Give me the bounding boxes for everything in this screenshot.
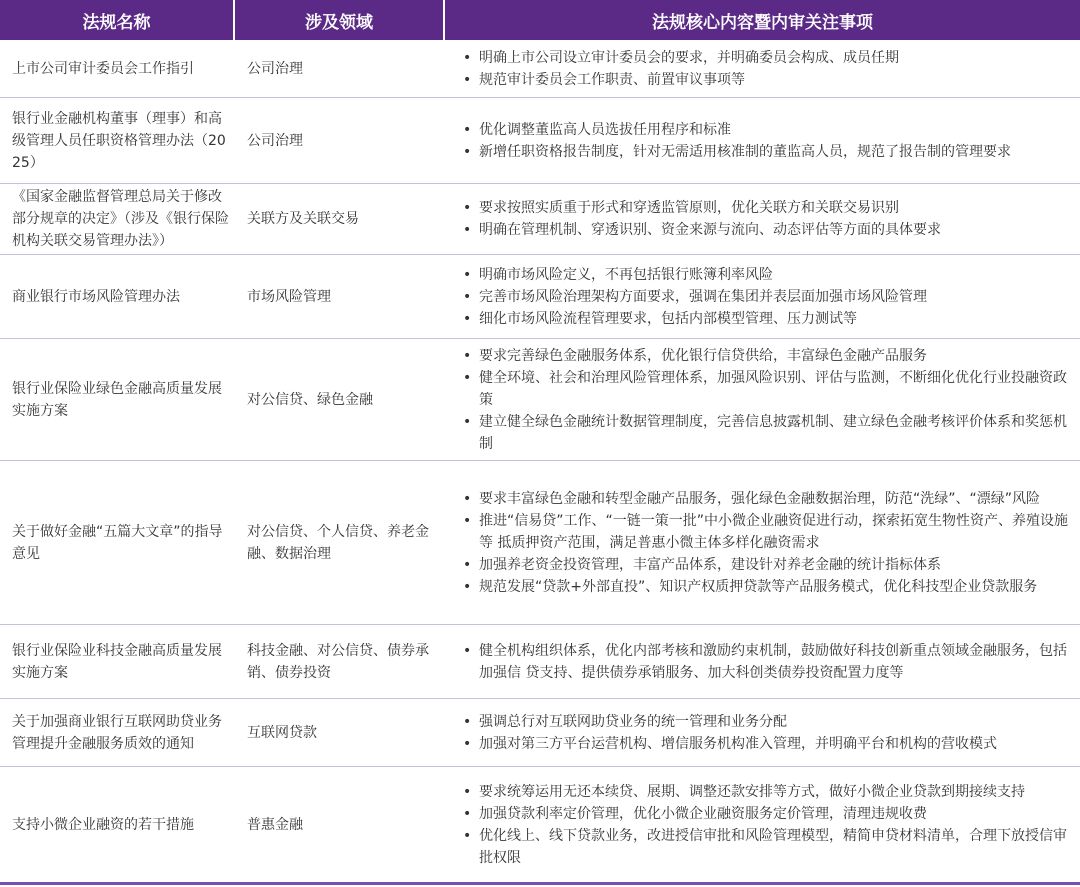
header-regulation-name: 法规名称 xyxy=(0,0,235,40)
domain-cell: 公司治理 xyxy=(235,40,445,98)
key-point-item: • 健全环境、社会和治理风险管理体系，加强风险识别、评估与监测，不断细化优化行业投融资政策 xyxy=(457,367,1076,411)
regulation-name-cell: 关于加强商业银行互联网助贷业务管理提升金融服务质效的通知 xyxy=(0,699,235,767)
core-content-cell xyxy=(445,625,1080,699)
domain-cell: 对公信贷、绿色金融 xyxy=(235,339,445,461)
key-point-item: • 加强养老资金投资管理，丰富产品体系，建设针对养老金融的统计指标体系 xyxy=(457,554,1076,576)
table-header xyxy=(0,0,1080,40)
core-content-cell xyxy=(445,40,1080,98)
key-point-item: • 明确上市公司设立审计委员会的要求，并明确委员会构成、成员任期 xyxy=(457,47,1076,69)
header-core-content: 法规核心内容暨内审关注事项 xyxy=(445,0,1080,40)
key-points-list xyxy=(457,119,1076,163)
key-points-list xyxy=(457,640,1076,684)
key-point-item: • 建立健全绿色金融统计数据管理制度，完善信息披露机制、建立绿色金融考核评价体系和奖惩机制 xyxy=(457,411,1076,455)
domain-cell: 市场风险管理 xyxy=(235,255,445,339)
key-points-list xyxy=(457,711,1076,755)
key-points-list xyxy=(457,264,1076,330)
table-body xyxy=(0,40,1080,885)
key-point-item: • 推进“信易贷”工作、“一链一策一批”中小微企业融资促进行动，探索拓宽生物性资产、养殖设施等 抵质押资产范围，满足普惠小微主体多样化融资需求 xyxy=(457,510,1076,554)
key-point-item: • 完善市场风险治理架构方面要求，强调在集团并表层面加强市场风险管理 xyxy=(457,286,1076,308)
regulation-name-cell: 商业银行市场风险管理办法 xyxy=(0,255,235,339)
header-row xyxy=(0,0,1080,40)
key-point-item: • 优化线上、线下贷款业务，改进授信审批和风险管理模型，精简申贷材料清单，合理下放授信审批权限 xyxy=(457,825,1076,869)
table-row xyxy=(0,625,1080,699)
key-point-item: • 优化调整董监高人员选拔任用程序和标准 xyxy=(457,119,1076,141)
regulation-name-cell: 银行业保险业科技金融高质量发展实施方案 xyxy=(0,625,235,699)
core-content-cell xyxy=(445,339,1080,461)
domain-cell: 公司治理 xyxy=(235,98,445,184)
key-points-list xyxy=(457,197,1076,241)
table-row xyxy=(0,255,1080,339)
table-row xyxy=(0,461,1080,625)
key-point-item: • 细化市场风险流程管理要求，包括内部模型管理、压力测试等 xyxy=(457,308,1076,330)
key-point-item: • 强调总行对互联网助贷业务的统一管理和业务分配 xyxy=(457,711,1076,733)
core-content-cell xyxy=(445,699,1080,767)
core-content-cell xyxy=(445,767,1080,885)
regulation-name-cell: 银行业金融机构董事（理事）和高级管理人员任职资格管理办法（2025） xyxy=(0,98,235,184)
table-row xyxy=(0,98,1080,184)
key-points-list xyxy=(457,781,1076,869)
domain-cell: 关联方及关联交易 xyxy=(235,184,445,255)
key-point-item: • 明确市场风险定义，不再包括银行账簿利率风险 xyxy=(457,264,1076,286)
table-row xyxy=(0,40,1080,98)
header-domain: 涉及领域 xyxy=(235,0,445,40)
key-point-item: • 健全机构组织体系，优化内部考核和激励约束机制，鼓励做好科技创新重点领域金融服务，包括加强信 贷支持、提供债券承销服务、加大科创类债券投资配置力度等 xyxy=(457,640,1076,684)
regulation-name-cell: 关于做好金融“五篇大文章”的指导意见 xyxy=(0,461,235,625)
key-point-item: • 明确在管理机制、穿透识别、资金来源与流向、动态评估等方面的具体要求 xyxy=(457,219,1076,241)
core-content-cell xyxy=(445,184,1080,255)
regulation-name-cell: 银行业保险业绿色金融高质量发展实施方案 xyxy=(0,339,235,461)
table-row xyxy=(0,699,1080,767)
key-point-item: • 要求丰富绿色金融和转型金融产品服务，强化绿色金融数据治理，防范“洗绿”、“漂绿”风险 xyxy=(457,488,1076,510)
table-row xyxy=(0,767,1080,885)
key-point-item: • 新增任职资格报告制度，针对无需适用核准制的董监高人员，规范了报告制的管理要求 xyxy=(457,141,1076,163)
key-point-item: • 要求统筹运用无还本续贷、展期、调整还款安排等方式，做好小微企业贷款到期接续支持 xyxy=(457,781,1076,803)
table-row xyxy=(0,339,1080,461)
key-point-item: • 加强对第三方平台运营机构、增信服务机构准入管理，并明确平台和机构的营收模式 xyxy=(457,733,1076,755)
domain-cell: 科技金融、对公信贷、债券承销、债券投资 xyxy=(235,625,445,699)
regulation-name-cell: 上市公司审计委员会工作指引 xyxy=(0,40,235,98)
core-content-cell xyxy=(445,255,1080,339)
regulation-name-cell: 《国家金融监督管理总局关于修改部分规章的决定》（涉及《银行保险机构关联交易管理办法》） xyxy=(0,184,235,255)
key-points-list xyxy=(457,345,1076,455)
domain-cell: 普惠金融 xyxy=(235,767,445,885)
regulation-name-cell: 支持小微企业融资的若干措施 xyxy=(0,767,235,885)
table-row xyxy=(0,184,1080,255)
domain-cell: 对公信贷、个人信贷、养老金融、数据治理 xyxy=(235,461,445,625)
core-content-cell xyxy=(445,461,1080,625)
key-points-list xyxy=(457,47,1076,91)
core-content-cell xyxy=(445,98,1080,184)
key-point-item: • 加强贷款利率定价管理，优化小微企业融资服务定价管理，清理违规收费 xyxy=(457,803,1076,825)
key-point-item: • 规范审计委员会工作职责、前置审议事项等 xyxy=(457,69,1076,91)
key-points-list xyxy=(457,488,1076,598)
key-point-item: • 要求完善绿色金融服务体系，优化银行信贷供给，丰富绿色金融产品服务 xyxy=(457,345,1076,367)
key-point-item: • 要求按照实质重于形式和穿透监管原则，优化关联方和关联交易识别 xyxy=(457,197,1076,219)
key-point-item: • 规范发展“贷款+外部直投”、知识产权质押贷款等产品服务模式，优化科技型企业贷款服务 xyxy=(457,576,1076,598)
domain-cell: 互联网贷款 xyxy=(235,699,445,767)
